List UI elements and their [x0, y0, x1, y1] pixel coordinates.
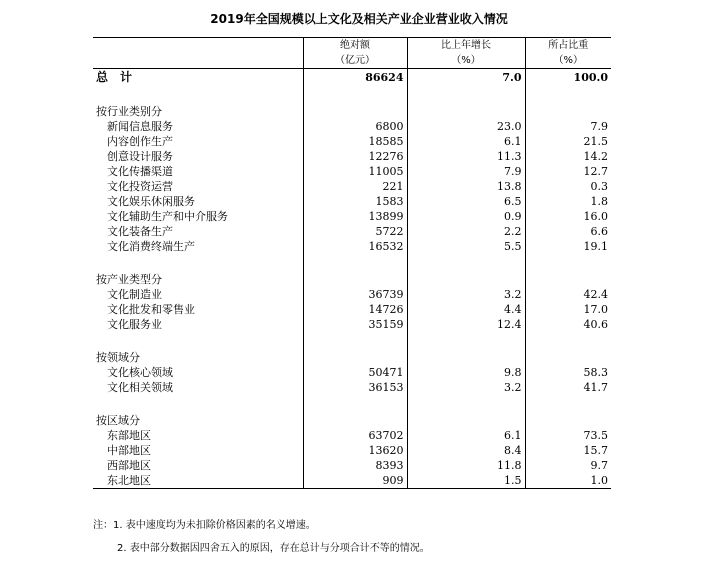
row-share: 73.5	[525, 428, 611, 443]
row-value: 18585	[303, 134, 407, 149]
total-value: 86624	[303, 69, 407, 87]
table-row	[93, 317, 611, 332]
row-label: 文化批发和零售业	[107, 303, 195, 316]
footnote-2: 2. 表中部分数据因四舍五入的原因，存在总计与分项合计不等的情况。	[117, 543, 430, 554]
row-label: 东北地区	[93, 473, 303, 489]
table-row	[93, 224, 611, 239]
row-value: 6800	[303, 119, 407, 134]
empty-cell	[303, 413, 407, 428]
table-row	[93, 287, 611, 302]
table-row	[93, 149, 611, 164]
header-absolute-unit: （亿元）	[303, 53, 407, 69]
table-row	[93, 179, 611, 194]
row-value: 36739	[303, 287, 407, 302]
row-value: 63702	[303, 428, 407, 443]
table-row	[93, 239, 611, 254]
table-row	[93, 428, 611, 443]
row-share: 58.3	[525, 365, 611, 380]
section-heading-row	[93, 104, 611, 119]
row-value: 16532	[303, 239, 407, 254]
table-row	[93, 443, 611, 458]
row-growth: 4.4	[407, 302, 525, 317]
row-value: 11005	[303, 164, 407, 179]
table-row	[93, 134, 611, 149]
section-heading-row	[93, 272, 611, 287]
header-blank	[93, 38, 303, 54]
row-label: 西部地区	[107, 459, 151, 472]
section-heading-row	[93, 350, 611, 365]
table-row	[93, 473, 611, 489]
empty-cell	[525, 350, 611, 365]
row-share: 1.8	[525, 194, 611, 209]
row-share: 42.4	[525, 287, 611, 302]
header-growth: 比上年增长	[407, 38, 525, 54]
row-share: 1.0	[525, 473, 611, 489]
total-row	[93, 69, 611, 87]
empty-cell	[407, 350, 525, 365]
table-title: 2019年全国规模以上文化及相关产业企业营业收入情况	[210, 12, 508, 26]
header-row	[93, 38, 611, 54]
row-share: 0.3	[525, 179, 611, 194]
row-value: 1583	[303, 194, 407, 209]
row-share: 19.1	[525, 239, 611, 254]
section-spacer	[93, 86, 611, 104]
row-growth: 6.5	[407, 194, 525, 209]
row-label: 文化核心领域	[107, 366, 173, 379]
row-value: 50471	[303, 365, 407, 380]
row-share: 14.2	[525, 149, 611, 164]
row-growth: 11.3	[407, 149, 525, 164]
row-growth: 11.8	[407, 458, 525, 473]
table-row	[93, 380, 611, 395]
row-growth: 9.8	[407, 365, 525, 380]
row-growth: 7.9	[407, 164, 525, 179]
spacer-cell	[303, 86, 407, 104]
spacer-cell	[303, 254, 407, 272]
row-label: 文化消费终端生产	[107, 240, 195, 253]
row-label: 文化装备生产	[107, 225, 173, 238]
footnote-1: 注：1. 表中速度均为未扣除价格因素的名义增速。	[93, 520, 316, 531]
row-label: 文化服务业	[107, 318, 162, 331]
row-share: 12.7	[525, 164, 611, 179]
spacer-cell	[407, 86, 525, 104]
spacer-cell	[303, 395, 407, 413]
empty-cell	[525, 272, 611, 287]
section-spacer	[93, 332, 611, 350]
spacer-cell	[407, 254, 525, 272]
row-growth: 23.0	[407, 119, 525, 134]
row-growth: 0.9	[407, 209, 525, 224]
row-label: 中部地区	[107, 444, 151, 457]
row-growth: 5.5	[407, 239, 525, 254]
row-share: 7.9	[525, 119, 611, 134]
row-label: 文化投资运营	[107, 180, 173, 193]
spacer-cell	[407, 332, 525, 350]
row-share: 21.5	[525, 134, 611, 149]
spacer-cell	[525, 332, 611, 350]
spacer-cell	[93, 395, 303, 413]
section-spacer	[93, 254, 611, 272]
row-value: 12276	[303, 149, 407, 164]
spacer-cell	[525, 395, 611, 413]
header-blank	[93, 53, 303, 69]
row-share: 9.7	[525, 458, 611, 473]
empty-cell	[525, 413, 611, 428]
row-share: 41.7	[525, 380, 611, 395]
row-growth: 3.2	[407, 287, 525, 302]
row-growth: 12.4	[407, 317, 525, 332]
spacer-cell	[93, 254, 303, 272]
section-spacer	[93, 395, 611, 413]
row-value: 909	[303, 473, 407, 489]
row-value: 13899	[303, 209, 407, 224]
empty-cell	[525, 104, 611, 119]
section-heading: 按领域分	[96, 351, 140, 364]
row-growth: 8.4	[407, 443, 525, 458]
empty-cell	[303, 350, 407, 365]
spacer-cell	[407, 395, 525, 413]
row-value: 36153	[303, 380, 407, 395]
total-label: 总 计	[96, 70, 133, 84]
row-value: 5722	[303, 224, 407, 239]
empty-cell	[407, 272, 525, 287]
revenue-table	[93, 37, 611, 489]
row-growth: 6.1	[407, 134, 525, 149]
table-row	[93, 164, 611, 179]
row-label: 文化娱乐休闲服务	[107, 195, 195, 208]
row-value: 14726	[303, 302, 407, 317]
spacer-cell	[525, 254, 611, 272]
row-growth: 13.8	[407, 179, 525, 194]
table-row	[93, 365, 611, 380]
table-row	[93, 302, 611, 317]
row-share: 15.7	[525, 443, 611, 458]
table-row	[93, 194, 611, 209]
empty-cell	[407, 104, 525, 119]
empty-cell	[303, 104, 407, 119]
header-unit-row	[93, 53, 611, 69]
row-growth: 6.1	[407, 428, 525, 443]
spacer-cell	[93, 332, 303, 350]
row-label: 新闻信息服务	[107, 120, 173, 133]
table-row	[93, 458, 611, 473]
table-row	[93, 119, 611, 134]
header-growth-unit: （%）	[407, 53, 525, 69]
spacer-cell	[93, 86, 303, 104]
row-label: 创意设计服务	[107, 150, 173, 163]
row-share: 40.6	[525, 317, 611, 332]
row-share: 16.0	[525, 209, 611, 224]
row-value: 13620	[303, 443, 407, 458]
row-growth: 1.5	[407, 473, 525, 489]
row-growth: 3.2	[407, 380, 525, 395]
empty-cell	[407, 413, 525, 428]
table-row	[93, 209, 611, 224]
section-heading: 按产业类型分	[96, 273, 162, 286]
section-heading: 按区域分	[96, 414, 140, 427]
header-share: 所占比重	[525, 38, 611, 54]
section-heading: 按行业类别分	[96, 105, 162, 118]
header-absolute: 绝对额	[303, 38, 407, 54]
section-heading-row	[93, 413, 611, 428]
row-label: 内容创作生产	[107, 135, 173, 148]
row-share: 6.6	[525, 224, 611, 239]
total-growth: 7.0	[407, 69, 525, 87]
row-share: 17.0	[525, 302, 611, 317]
row-label: 文化制造业	[107, 288, 162, 301]
total-share: 100.0	[525, 69, 611, 87]
spacer-cell	[525, 86, 611, 104]
row-value: 8393	[303, 458, 407, 473]
row-growth: 2.2	[407, 224, 525, 239]
spacer-cell	[303, 332, 407, 350]
row-label: 文化传播渠道	[107, 165, 173, 178]
row-label: 文化相关领域	[107, 381, 173, 394]
header-share-unit: （%）	[525, 53, 611, 69]
row-label: 文化辅助生产和中介服务	[107, 210, 228, 223]
row-value: 221	[303, 179, 407, 194]
empty-cell	[303, 272, 407, 287]
row-label: 东部地区	[107, 429, 151, 442]
row-value: 35159	[303, 317, 407, 332]
